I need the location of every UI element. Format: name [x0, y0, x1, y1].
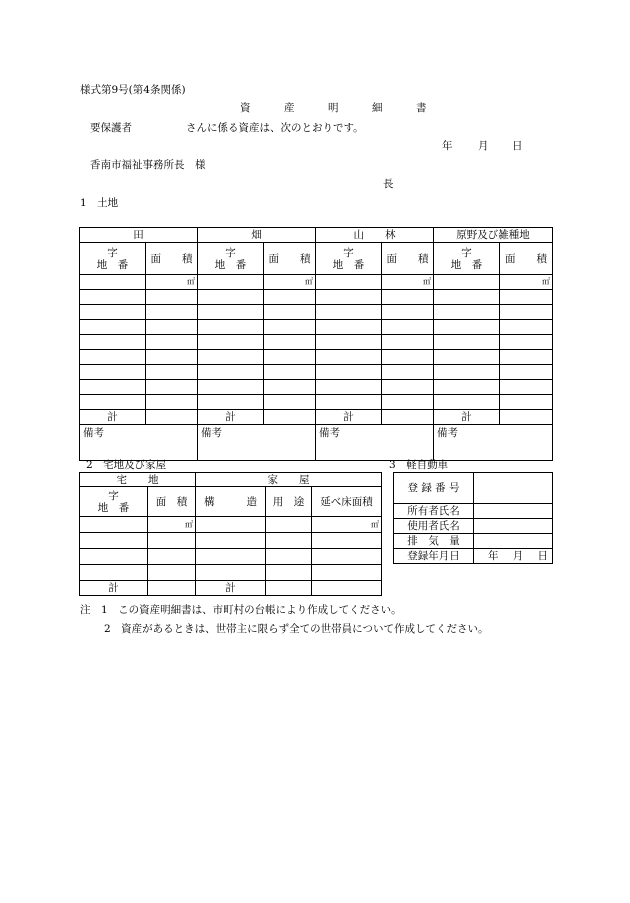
land-table	[79, 227, 553, 461]
residential-row[interactable]	[80, 549, 382, 565]
title-char-1: 資	[240, 102, 251, 114]
sender-title: 長	[383, 178, 394, 190]
col-aza: 字	[343, 246, 354, 259]
residential-row[interactable]	[80, 533, 382, 549]
col-aza-chiban	[434, 243, 500, 275]
residential-cell[interactable]	[196, 517, 266, 533]
land-cell[interactable]	[434, 275, 500, 290]
remarks-cell[interactable]	[316, 425, 434, 461]
col-chiban: 地 番	[450, 258, 483, 271]
total-value[interactable]	[146, 410, 198, 425]
unit-sqm: ㎡	[382, 275, 434, 290]
group-house: 家 屋	[196, 473, 382, 487]
land-row[interactable]	[80, 290, 553, 305]
note-line-2: 2 資産があるときは、世帯主に限らず全ての世帯員について作成してください。	[104, 623, 489, 635]
col-aza-chiban	[80, 487, 148, 517]
title-char-5: 書	[416, 102, 427, 114]
label-registration-date: 登録年月日	[394, 549, 474, 564]
residential-unit-row[interactable]	[80, 517, 382, 533]
reg-day-label: 日	[537, 550, 548, 562]
title-char-4: 細	[372, 102, 383, 114]
total-label: 計	[80, 581, 148, 596]
kei-car-row[interactable]	[394, 534, 553, 549]
remarks-label: 備考	[319, 427, 340, 439]
remarks-cell[interactable]	[198, 425, 316, 461]
registration-date-value[interactable]	[474, 549, 553, 564]
col-aza: 字	[107, 246, 118, 259]
unit-sqm: ㎡	[264, 275, 316, 290]
reg-year-label: 年	[488, 550, 499, 562]
total-label: 計	[196, 581, 266, 596]
addressee: 香南市福祉事務所長 様	[90, 159, 206, 171]
land-cell[interactable]	[198, 275, 264, 290]
date-day-label: 日	[512, 140, 523, 152]
remarks-label: 備考	[201, 427, 222, 439]
total-label: 計	[198, 410, 264, 425]
kei-car-table	[393, 472, 553, 564]
unit-sqm: ㎡	[146, 275, 198, 290]
label-registration-number: 登 録 番 号	[394, 473, 474, 504]
section3-heading: 3 軽自動車	[389, 459, 449, 471]
total-value[interactable]	[266, 581, 312, 596]
land-total-row	[80, 410, 553, 425]
category-wasteland: 原野及び雑種地	[434, 228, 553, 243]
total-value[interactable]	[148, 581, 196, 596]
kei-car-row[interactable]	[394, 473, 553, 504]
land-remarks-row[interactable]	[80, 425, 553, 461]
user-name-value[interactable]	[474, 519, 553, 534]
residential-row[interactable]	[80, 565, 382, 581]
form-number: 様式第9号(第4条関係)	[80, 84, 186, 96]
residential-group-row	[80, 473, 382, 487]
land-row[interactable]	[80, 365, 553, 380]
reg-month-label: 月	[512, 550, 524, 562]
col-chiban: 地 番	[97, 501, 130, 514]
land-row[interactable]	[80, 320, 553, 335]
col-aza-chiban	[80, 243, 146, 275]
col-chiban: 地 番	[332, 258, 365, 271]
title-char-2: 産	[284, 102, 295, 114]
total-value[interactable]	[264, 410, 316, 425]
remarks-cell[interactable]	[434, 425, 553, 461]
note-line-1: 注 1 この資産明細書は、市町村の台帳により作成してください。	[80, 604, 402, 616]
residential-table	[79, 472, 382, 596]
remarks-cell[interactable]	[80, 425, 198, 461]
remarks-label: 備考	[437, 427, 458, 439]
category-forest: 山 林	[316, 228, 434, 243]
land-row[interactable]	[80, 335, 553, 350]
total-value[interactable]	[382, 410, 434, 425]
unit-sqm: ㎡	[312, 517, 382, 533]
date-year-label: 年	[442, 140, 453, 152]
col-aza-chiban	[316, 243, 382, 275]
kei-car-row[interactable]	[394, 504, 553, 519]
residential-cell[interactable]	[266, 517, 312, 533]
land-row[interactable]	[80, 350, 553, 365]
section2-heading: 2 宅地及び家屋	[86, 459, 167, 471]
total-label: 計	[80, 410, 146, 425]
label-owner-name: 所有者氏名	[394, 504, 474, 519]
land-header-row	[80, 243, 553, 275]
land-row[interactable]	[80, 380, 553, 395]
residential-cell[interactable]	[80, 517, 148, 533]
unit-sqm: ㎡	[500, 275, 553, 290]
total-value[interactable]	[312, 581, 382, 596]
displacement-value[interactable]	[474, 534, 553, 549]
land-row[interactable]	[80, 305, 553, 320]
unit-sqm: ㎡	[148, 517, 196, 533]
kei-car-row[interactable]	[394, 549, 553, 564]
col-menseki: 面 積	[264, 243, 316, 275]
col-aza: 字	[461, 246, 472, 259]
category-rice-field: 田	[80, 228, 198, 243]
col-aza: 字	[108, 489, 119, 502]
col-chiban: 地 番	[214, 258, 247, 271]
category-upland-field: 畑	[198, 228, 316, 243]
land-unit-row[interactable]	[80, 275, 553, 290]
col-use: 用 途	[266, 487, 312, 517]
land-cell[interactable]	[80, 275, 146, 290]
residential-total-row	[80, 581, 382, 596]
label-displacement: 排 気 量	[394, 534, 474, 549]
col-floor-area: 延べ床面積	[312, 487, 382, 517]
land-row[interactable]	[80, 395, 553, 410]
total-label: 計	[316, 410, 382, 425]
col-structure	[196, 487, 266, 517]
registration-number-value[interactable]	[474, 473, 553, 504]
col-aza-chiban	[198, 243, 264, 275]
land-cell[interactable]	[316, 275, 382, 290]
residential-header-row	[80, 487, 382, 517]
kei-car-row[interactable]	[394, 519, 553, 534]
date-month-label: 月	[478, 140, 489, 152]
col-structure-a: 構	[204, 495, 215, 508]
col-chiban: 地 番	[96, 258, 129, 271]
col-aza: 字	[225, 246, 236, 259]
label-user-name: 使用者氏名	[394, 519, 474, 534]
col-menseki: 面 積	[148, 487, 196, 517]
total-label: 計	[434, 410, 500, 425]
col-structure-b: 造	[246, 495, 257, 508]
land-category-row	[80, 228, 553, 243]
section1-heading: 1 土地	[80, 197, 119, 209]
owner-name-value[interactable]	[474, 504, 553, 519]
recipient-prefix: 要保護者	[90, 122, 132, 134]
total-value[interactable]	[500, 410, 553, 425]
col-menseki: 面 積	[500, 243, 553, 275]
col-menseki: 面 積	[146, 243, 198, 275]
col-menseki: 面 積	[382, 243, 434, 275]
recipient-suffix: さんに係る資産は、次のとおりです。	[186, 122, 364, 134]
group-residential-land: 宅 地	[80, 473, 196, 487]
title-char-3: 明	[328, 102, 339, 114]
remarks-label: 備考	[83, 427, 104, 439]
